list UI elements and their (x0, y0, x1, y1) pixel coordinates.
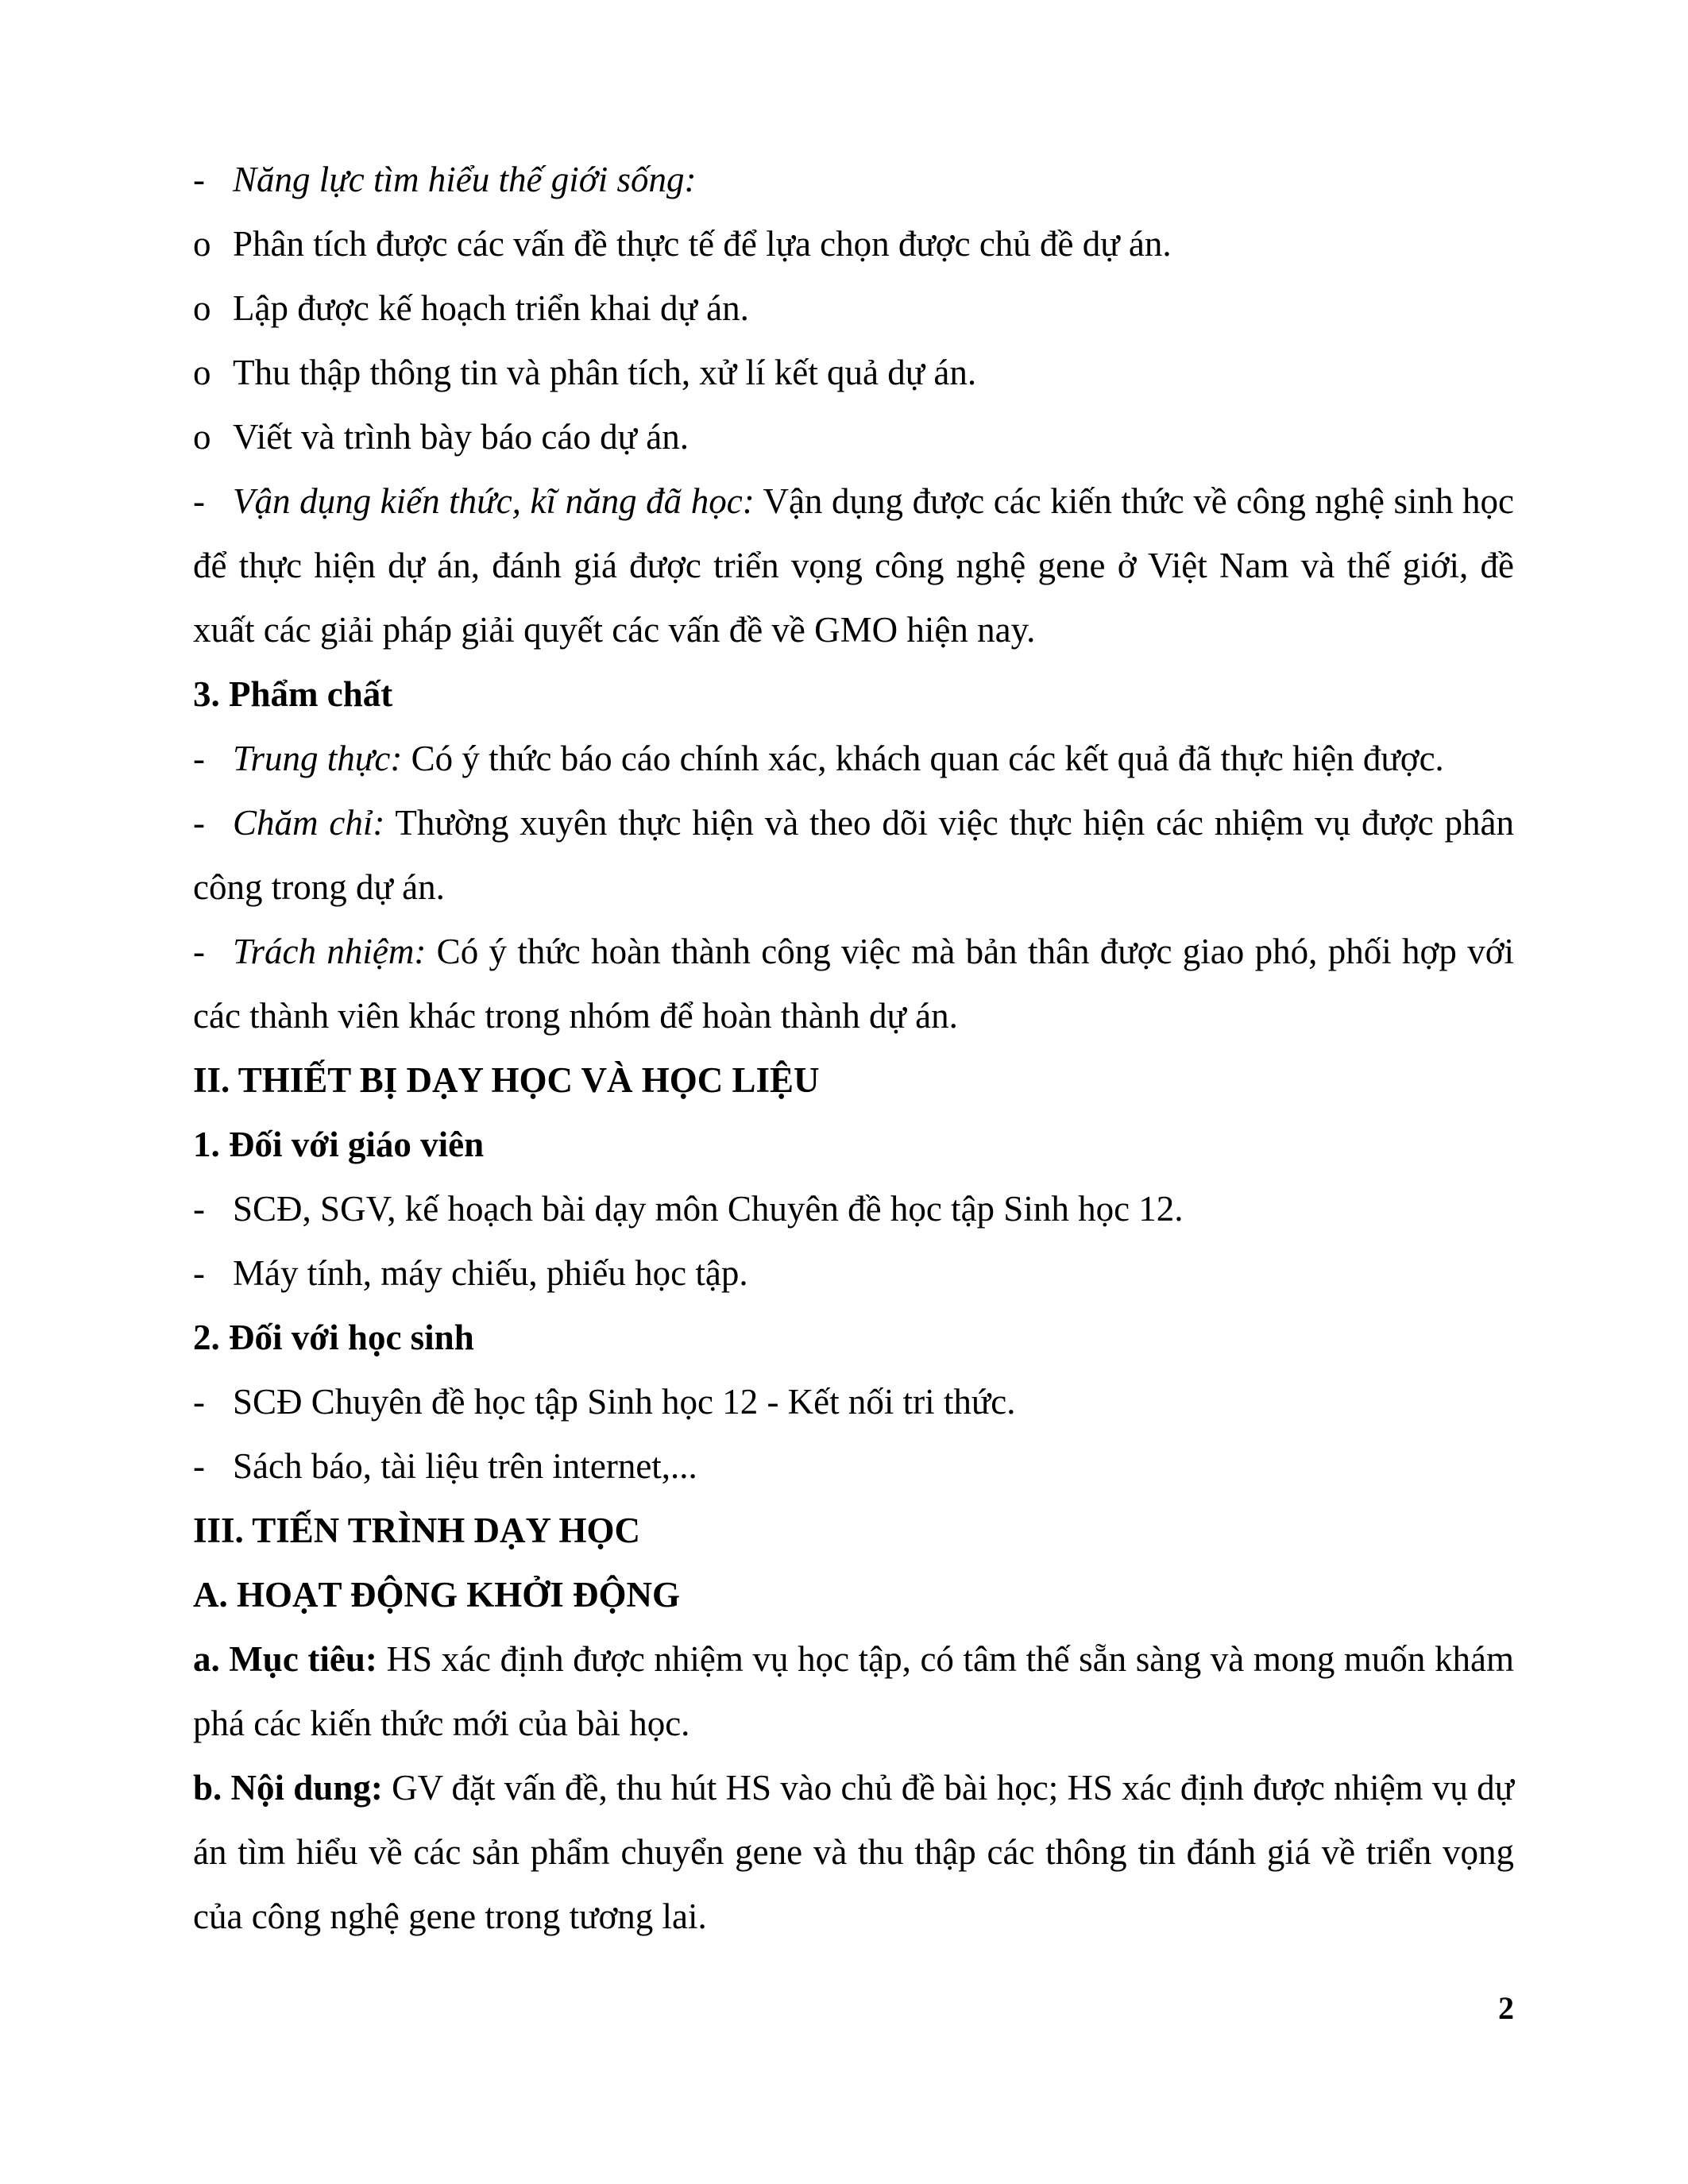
sub-bullet (193, 341, 1514, 405)
dash-marker: - (193, 160, 205, 199)
bullet-cham-chi (193, 791, 1514, 920)
text: Thu thập thông tin và phân tích, xử lí kết quả dự án. (233, 353, 977, 392)
text: Lập được kế hoạch triển khai dự án. (233, 288, 749, 328)
bullet-gv-2 (193, 1241, 1514, 1306)
italic-label: Vận dụng kiến thức, kĩ năng đã học: (233, 481, 755, 521)
text: SCĐ Chuyên đề học tập Sinh học 12 - Kết nối tri thức. (233, 1382, 1016, 1422)
dash-marker: - (193, 481, 205, 521)
page-number: 2 (1498, 1990, 1514, 2026)
text: SCĐ, SGV, kế hoạch bài dạy môn Chuyên đề học tập Sinh học 12. (233, 1189, 1184, 1229)
bold-label: b. Nội dung: (193, 1768, 383, 1808)
bullet-hs-1 (193, 1370, 1514, 1434)
heading-giao-vien: 1. Đối với giáo viên (193, 1125, 485, 1164)
bold-label: a. Mục tiêu: (193, 1639, 377, 1679)
circle-marker: o (193, 417, 211, 457)
circle-marker: o (193, 224, 211, 264)
bullet-van-dung (193, 469, 1514, 662)
italic-label: Năng lực tìm hiểu thế giới sống: (233, 160, 697, 199)
sub-bullet (193, 405, 1514, 469)
text: GV đặt vấn đề, thu hút HS vào chủ đề bài học; HS xác định được nhiệm vụ dự án tìm hiểu về các sản phẩm chuyển gene và thu thập các thông tin đánh giá về triển vọng của công nghệ gene trong tương lai. (193, 1768, 1514, 1936)
text: Sách báo, tài liệu trên internet,... (233, 1446, 697, 1486)
heading-hoc-sinh: 2. Đối với học sinh (193, 1318, 474, 1357)
text: Vận dụng được các kiến thức về công nghệ sinh học để thực hiện dự án, đánh giá được triển vọng công nghệ gene ở Việt Nam và thế giới, đề xuất các giải pháp giải quyết các vấn đề về GMO hiện nay. (193, 481, 1515, 650)
text: Có ý thức báo cáo chính xác, khách quan các kết quả đã thực hiện được. (402, 739, 1444, 778)
bullet-hs-2 (193, 1434, 1514, 1499)
dash-marker: - (193, 803, 205, 843)
text: Thường xuyên thực hiện và theo dõi việc thực hiện các nhiệm vụ được phân công trong dự án. (193, 803, 1514, 907)
text: Máy tính, máy chiếu, phiếu học tập. (233, 1253, 748, 1293)
dash-marker: - (193, 932, 205, 971)
heading-thiet-bi: II. THIẾT BỊ DẠY HỌC VÀ HỌC LIỆU (193, 1060, 820, 1100)
dash-marker: - (193, 1382, 205, 1422)
document-page (193, 148, 1514, 1949)
circle-marker: o (193, 353, 211, 392)
heading-khoi-dong: A. HOẠT ĐỘNG KHỞI ĐỘNG (193, 1575, 680, 1615)
bullet-nang-luc (193, 148, 1514, 212)
bullet-trach-nhiem (193, 920, 1514, 1048)
text: Có ý thức hoàn thành công việc mà bản thân được giao phó, phối hợp với các thành viên khác trong nhóm để hoàn thành dự án. (193, 932, 1514, 1036)
dash-marker: - (193, 739, 205, 778)
italic-label: Chăm chỉ: (233, 803, 385, 843)
dash-marker: - (193, 1189, 205, 1229)
bullet-trung-thuc (193, 727, 1514, 791)
text: HS xác định được nhiệm vụ học tập, có tâm thế sẵn sàng và mong muốn khám phá các kiến thức mới của bài học. (193, 1639, 1514, 1743)
paragraph-noi-dung (193, 1756, 1514, 1949)
italic-label: Trung thực: (233, 739, 403, 778)
dash-marker: - (193, 1253, 205, 1293)
bullet-gv-1 (193, 1177, 1514, 1241)
text: Phân tích được các vấn đề thực tế để lựa chọn được chủ đề dự án. (233, 224, 1172, 264)
sub-bullet (193, 276, 1514, 341)
heading-pham-chat: 3. Phẩm chất (193, 674, 393, 714)
text: Viết và trình bày báo cáo dự án. (233, 417, 689, 457)
dash-marker: - (193, 1446, 205, 1486)
italic-label: Trách nhiệm: (233, 932, 427, 971)
circle-marker: o (193, 288, 211, 328)
paragraph-muc-tieu (193, 1627, 1514, 1756)
heading-tien-trinh: III. TIẾN TRÌNH DẠY HỌC (193, 1511, 641, 1550)
sub-bullet (193, 212, 1514, 276)
